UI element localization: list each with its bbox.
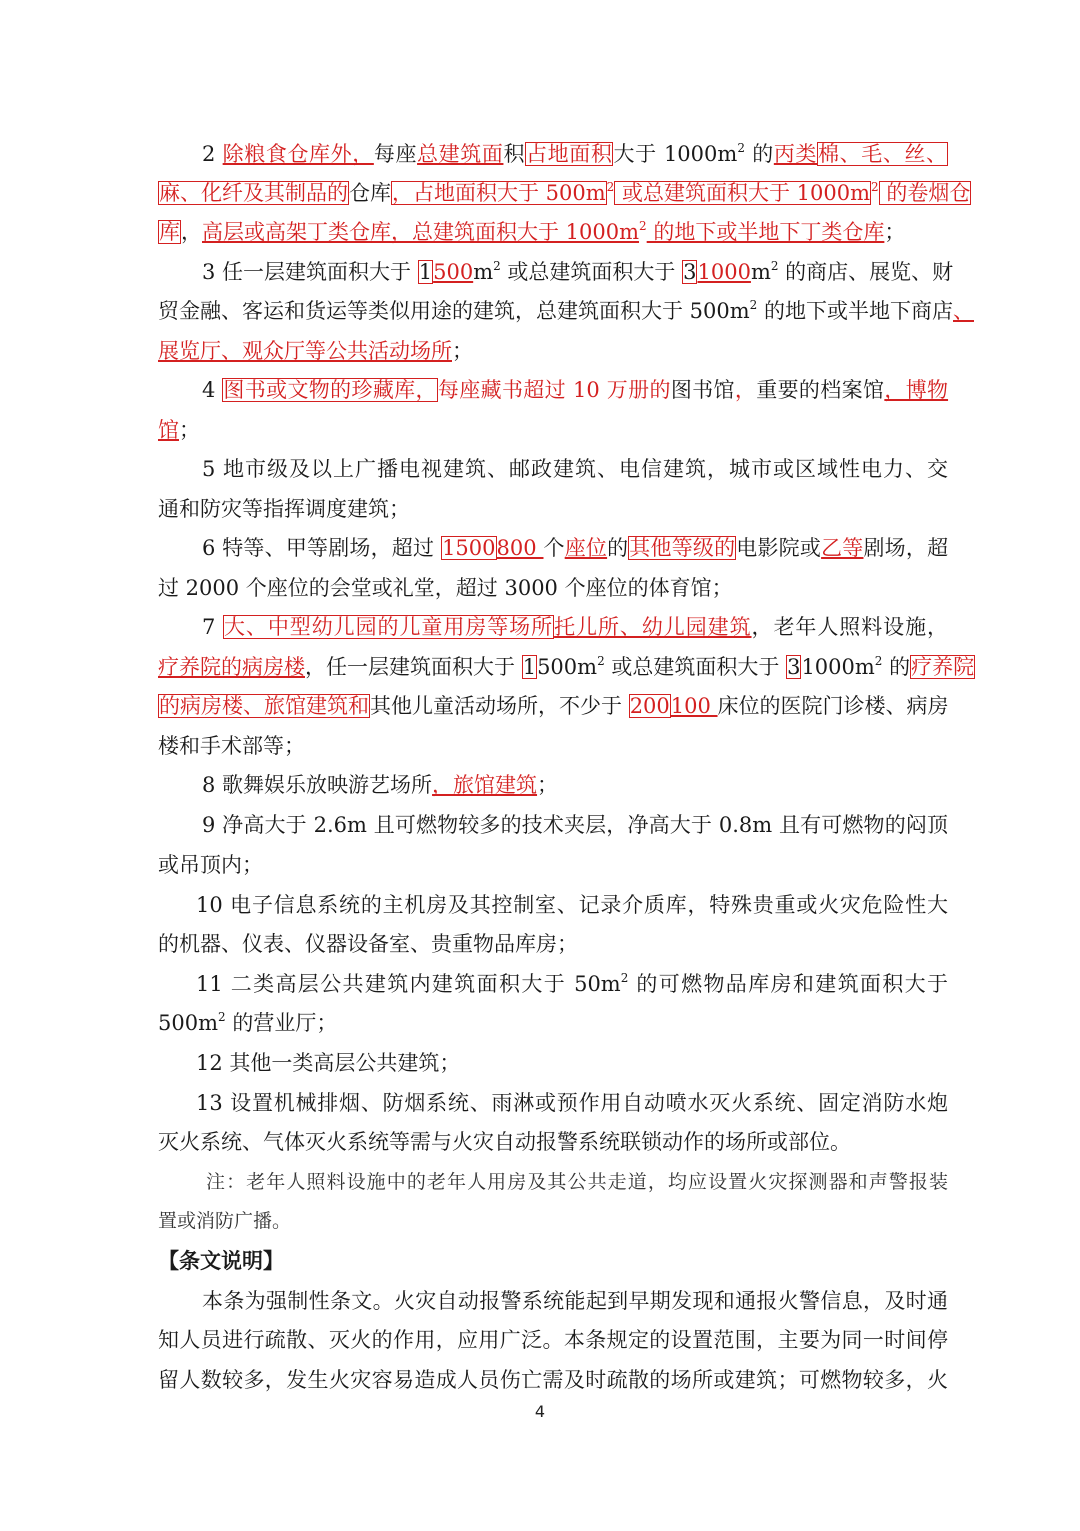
text-segment: 9 净高大于 2.6m 且可燃物较多的技术夹层，净高大于 0.8m 且有可燃物的闷顶 [202, 813, 948, 837]
text-segment: 的商店、展览、财 [778, 260, 954, 284]
text-line [158, 291, 974, 331]
text-segment: 灭火系统、气体灭火系统等需与火灾自动报警系统联锁动作的场所或部位。 [158, 1130, 851, 1154]
revision-box: ，占地面积大于 500m [392, 181, 606, 205]
text-line [158, 1083, 948, 1123]
revision-mark: 座位 [564, 536, 608, 560]
revision-box: 占地面积 [526, 142, 613, 166]
text-segment: 500m [537, 655, 598, 679]
revision-box: 大、中型幼儿园的儿童用房等场所 [223, 615, 554, 639]
revision-mark: 除粮食仓库外， [222, 142, 374, 166]
text-line [158, 924, 948, 964]
text-line [158, 568, 948, 608]
text-segment: 12 其他一类高层公共建筑； [196, 1051, 461, 1075]
text-segment: 的 [607, 536, 629, 560]
text-segment: 或吊顶内； [158, 853, 263, 877]
text-line [158, 765, 948, 805]
text-line [158, 686, 948, 726]
text-segment: 楼和手术部等； [158, 734, 305, 758]
text-segment: 过 2000 个座位的会堂或礼堂，超过 3000 个座位的体育馆； [158, 576, 733, 600]
text-segment: 或总建筑面积大于 [500, 260, 683, 284]
text-segment: 1000m [801, 655, 875, 679]
text-line [158, 885, 948, 925]
text-segment: 的可燃物品库房和建筑面积大于 [628, 972, 948, 996]
text-segment: 2 [874, 654, 883, 668]
text-segment: 2 [737, 141, 745, 155]
revision-mark: 、 [953, 299, 974, 323]
revision-mark: 800 [496, 536, 544, 560]
text-segment: 2 [770, 259, 779, 273]
text-segment: 的 [882, 655, 911, 679]
text-segment: ； [537, 773, 559, 797]
text-line [158, 370, 948, 410]
text-segment: 或总建筑面积大于 [604, 655, 787, 679]
text-segment: 其他儿童活动场所，不少于 [370, 694, 629, 718]
text-line [158, 173, 971, 213]
revision-box: 棉、毛、丝、 [818, 142, 948, 166]
text-segment: 11 二类高层公共建筑内建筑面积大于 50m [196, 972, 621, 996]
revision-mark: 丙类 [773, 142, 818, 166]
revision-mark: 展览厅、观众厅等公共活动场所 [158, 339, 452, 363]
revision-mark: 总建筑面 [417, 142, 504, 166]
text-segment: 7 [202, 615, 223, 639]
revision-mark: 托儿所、幼儿园建筑 [554, 615, 752, 639]
text-segment: 贸金融、客运和货运等类似用途的建筑，总建筑面积大于 500m [158, 299, 750, 323]
text-segment: 大于 1000m [613, 142, 738, 166]
revision-box: 1 [418, 260, 433, 284]
revision-mark: 500 [433, 260, 474, 284]
text-segment: 的机器、仪表、仪器设备室、贵重物品库房； [158, 932, 578, 956]
text-segment: 2 [620, 971, 629, 985]
revision-mark: 每座藏书超过 10 万册的 [437, 378, 671, 402]
text-segment: 的地下或半地下商店 [757, 299, 953, 323]
text-line [158, 1201, 948, 1241]
text-segment: ； [452, 339, 473, 363]
text-segment: ，老年人照料设施， [751, 615, 949, 639]
revision-mark: 2 [871, 180, 879, 194]
text-segment: m [750, 260, 771, 284]
revision-box: 疗养院 [911, 655, 975, 679]
text-line [158, 1360, 948, 1400]
page-number: 4 [534, 1402, 546, 1421]
text-segment: 仓库 [349, 181, 391, 205]
text-segment: 的营业厅； [225, 1011, 338, 1035]
text-line [158, 331, 948, 371]
revision-box: 库 [159, 220, 180, 244]
text-segment: 通和防灾等指挥调度建筑； [158, 497, 410, 521]
revision-mark: 的地下或半地下丁类仓库 [646, 220, 885, 244]
text-line [158, 1281, 948, 1321]
text-segment: 本条为强制性条文。火灾自动报警系统能起到早期发现和通报火警信息，及时通 [202, 1289, 948, 1313]
revision-mark: 1000 [697, 260, 751, 284]
revision-box: 的卷烟仓 [879, 181, 971, 205]
text-segment: 的 [744, 142, 774, 166]
text-line [158, 528, 948, 568]
text-segment: 每座 [373, 142, 418, 166]
text-line [158, 449, 948, 489]
text-line [158, 1122, 948, 1162]
text-segment: 床位的医院门诊楼、病房 [717, 694, 949, 718]
text-segment: 10 电子信息系统的主机房及其控制室、记录介质库，特殊贵重或火灾危险性大 [196, 893, 948, 917]
revision-mark: 乙等 [821, 536, 864, 560]
text-line [158, 410, 948, 450]
text-line [158, 1320, 948, 1360]
text-segment: 注：老年人照料设施中的老年人用房及其公共走道，均应设置火灾探测器和声警报装 [206, 1171, 948, 1193]
text-segment: 知人员进行疏散、灭火的作用，应用广泛。本条规定的设置范围，主要为同一时间停 [158, 1328, 948, 1352]
text-segment: 2 [218, 1010, 226, 1024]
text-line [158, 252, 954, 292]
revision-mark: ，旅馆建筑 [432, 773, 538, 797]
text-line [158, 1241, 948, 1281]
text-line [158, 1043, 948, 1083]
text-segment: 个 [543, 536, 565, 560]
text-segment: 重要的档案馆 [756, 378, 885, 402]
text-segment: 2 [597, 654, 605, 668]
text-line [158, 1003, 948, 1043]
text-segment: 置或消防广播。 [158, 1210, 292, 1232]
text-segment: ； [884, 220, 906, 244]
revision-box: 其他等级的 [629, 536, 736, 560]
text-line [158, 964, 948, 1004]
revision-box: 200 [629, 694, 670, 718]
text-line [158, 607, 948, 647]
text-segment: 图书馆 [670, 378, 735, 402]
text-line [158, 845, 948, 885]
text-line [158, 212, 948, 252]
text-line [158, 805, 948, 845]
revision-box: 的病房楼、旅馆建筑和 [159, 694, 369, 718]
revision-mark: 100 [670, 694, 718, 718]
text-line [158, 1162, 948, 1202]
revision-box: 1500 [442, 536, 496, 560]
text-segment: 剧场，超 [863, 536, 949, 560]
text-segment: ， [181, 220, 202, 244]
text-segment: m [473, 260, 494, 284]
revision-box: 3 [787, 655, 801, 679]
text-segment: 留人数较多，发生火灾容易造成人员伤亡需及时疏散的场所或建筑；可燃物较多，火 [158, 1368, 948, 1392]
revision-mark: 2 [639, 219, 647, 233]
text-segment: 2 [202, 142, 223, 166]
text-segment: 2 [493, 259, 501, 273]
revision-mark: ，博物 [884, 378, 949, 402]
text-line [158, 134, 948, 174]
revision-box: 1 [522, 655, 537, 679]
text-segment: 8 歌舞娱乐放映游艺场所 [202, 773, 433, 797]
text-line [158, 489, 948, 529]
revision-box: 3 [683, 260, 697, 284]
revision-mark: ， [734, 378, 757, 402]
text-segment: 3 任一层建筑面积大于 [202, 260, 418, 284]
text-segment: ，任一层建筑面积大于 [305, 655, 522, 679]
text-line [158, 647, 975, 687]
revision-mark: 高层或高架丁类仓库，总建筑面积大于 1000m [202, 220, 640, 244]
revision-mark: 2 [606, 180, 615, 194]
revision-box: 麻、化纤及其制品的 [159, 181, 348, 205]
text-segment: 5 地市级及以上广播电视建筑、邮政建筑、电信建筑，城市或区域性电力、交 [202, 457, 948, 481]
revision-mark: 馆 [158, 418, 179, 442]
text-segment: 电影院或 [736, 536, 822, 560]
text-segment: 500m [158, 1011, 218, 1035]
revision-box: 图书或文物的珍藏库， [223, 378, 437, 402]
text-segment: 2 [749, 298, 758, 312]
text-segment: 4 [202, 378, 223, 402]
revision-box: 或总建筑面积大于 1000m [615, 181, 871, 205]
text-segment: 6 特等、甲等剧场，超过 [202, 536, 442, 560]
text-segment: 积 [503, 142, 526, 166]
revision-mark: 疗养院的病房楼 [158, 655, 305, 679]
text-segment: 【条文说明】 [158, 1248, 284, 1273]
text-line [158, 726, 948, 766]
text-segment: 13 设置机械排烟、防烟系统、雨淋或预作用自动喷水灭火系统、固定消防水炮 [196, 1091, 948, 1115]
text-segment: ； [179, 418, 200, 442]
